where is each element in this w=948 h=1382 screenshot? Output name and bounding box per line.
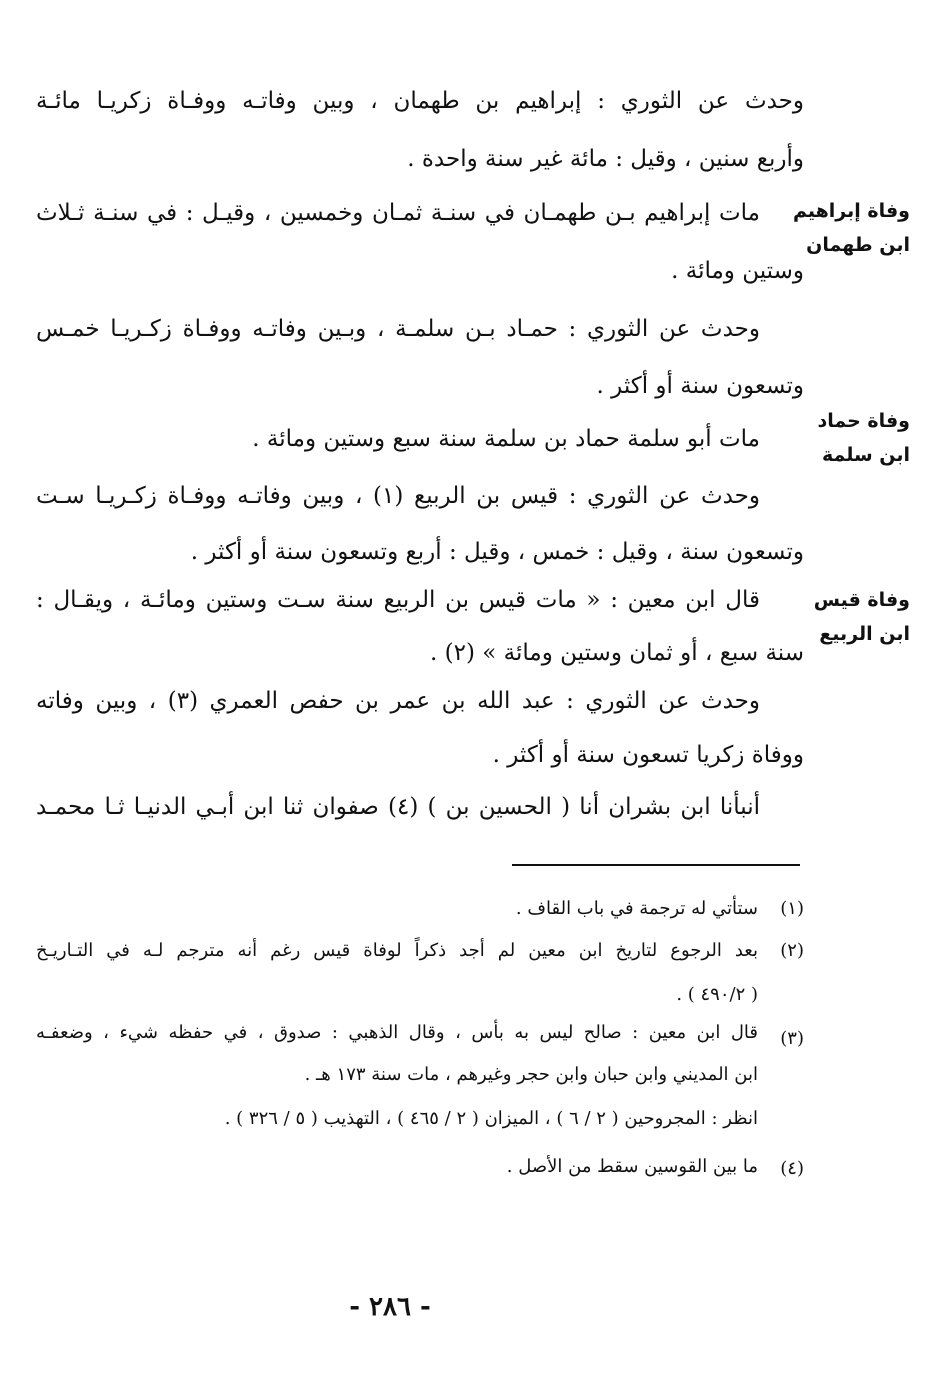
page-number: - ٢٨٦ - (349, 1292, 431, 1322)
body-line: قال ابن معين : « مات قيس بن الربيع سنة سـت وستين ومائـة ، ويقـال : (36, 587, 760, 613)
footnote-number: (٤) (780, 1158, 804, 1179)
body-line: وحدث عن الثوري : إبراهيم بن طهمان ، وبين وفاتـه ووفـاة زكريـا مائـة (36, 88, 804, 114)
side-note-line: وفاة قيس (813, 589, 910, 611)
side-note-line: ابن سلمة (821, 444, 910, 466)
footnote-text: بعد الرجوع لتاريخ ابن معين لم أجد ذكراً لوفاة قيس رغم أنه مترجم لـه في التـاريـخ (36, 940, 758, 961)
footnote-number: (١) (780, 898, 804, 919)
body-line: وتسعون سنة أو أكثر . (596, 373, 804, 399)
body-line: وستين ومائة . (671, 258, 804, 284)
body-line: مات أبو سلمة حماد بن سلمة سنة سبع وستين ومائة . (252, 426, 760, 452)
body-line: أنبأنا ابن بشران أنا ( الحسين بن ) (٤) صفوان ثنا ابن أبـي الدنيـا ثـا محمـد (36, 794, 760, 820)
body-line: وحدث عن الثوري : قيس بن الربيع (١) ، وبين وفاتـه ووفـاة زكـريـا سـت (36, 483, 760, 509)
body-line: وأربع سنين ، وقيل : مائة غير سنة واحدة . (407, 146, 804, 172)
body-line: وتسعون سنة ، وقيل : خمس ، وقيل : أربع وتسعون سنة أو أكثر . (190, 539, 804, 565)
footnote-number: (٢) (780, 940, 804, 961)
footnote-text: ستأتي له ترجمة في باب القاف . (515, 898, 758, 919)
side-note-line: وفاة حماد (817, 410, 910, 432)
side-note (800, 404, 910, 472)
side-note-line: وفاة إبراهيم (792, 200, 910, 222)
body-line: مات إبراهيم بـن طهمـان في سنـة ثمـان وخمسين ، وقيـل : في سنـة ثـلاث (36, 200, 760, 226)
side-note-line: ابن طهمان (806, 234, 910, 256)
footnote-text: انظر : المجروحين ( ٢ / ٦ ) ، الميزان ( ٢ / ٤٦٥ ) ، التهذيب ( ٥ / ٣٢٦ ) . (224, 1108, 758, 1129)
body-line: وحدث عن الثوري : عبد الله بن عمر بن حفص العمري (٣) ، وبين وفاته (36, 688, 760, 714)
footnote-text: ابن المديني وابن حبان وابن حجر وغيرهم ، مات سنة ١٧٣ هـ . (304, 1064, 758, 1085)
footnote-number: (٣) (780, 1028, 804, 1049)
body-line: سنة سبع ، أو ثمان وستين ومائة » (٢) . (430, 640, 804, 666)
side-note-line: ابن الربيع (819, 623, 910, 645)
body-line: وحدث عن الثوري : حمـاد بـن سلمـة ، وبـين وفاتـه ووفـاة زكـريـا خمـس (36, 316, 760, 342)
body-line: ووفاة زكريا تسعون سنة أو أكثر . (492, 742, 804, 768)
footnote-text: قال ابن معين : صالح ليس به بأس ، وقال الذهبي : صدوق ، في حفظه شيء ، وضعفـه (36, 1022, 758, 1043)
footnote-text: ما بين القوسين سقط من الأصل . (506, 1156, 758, 1177)
side-note (800, 583, 910, 651)
side-note (792, 194, 910, 262)
footnote-separator (512, 864, 800, 866)
footnote-text: ( ٤٩٠/٢ ) . (676, 984, 758, 1005)
